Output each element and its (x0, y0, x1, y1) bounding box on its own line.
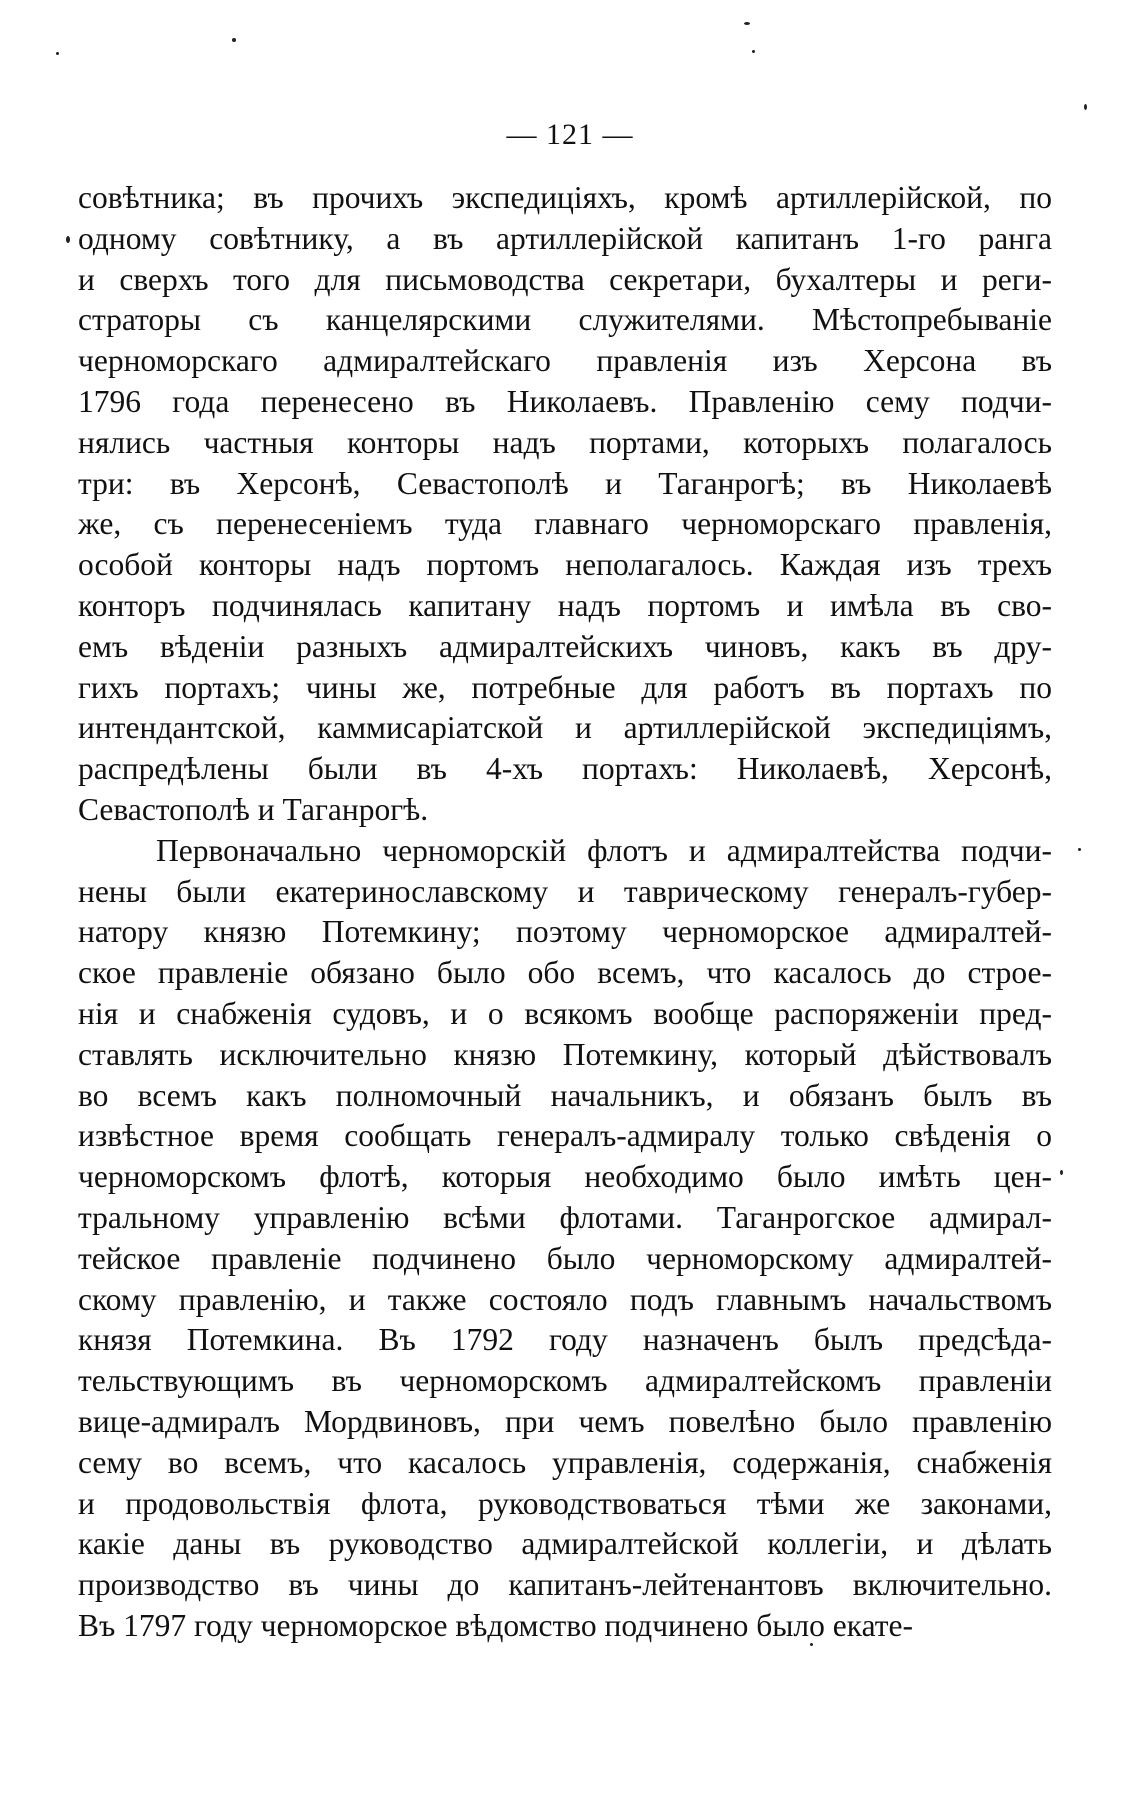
text-line: три: въ Херсонѣ, Севастополѣ и Таганрогѣ; въ Николаевѣ (78, 465, 1052, 501)
text-line: тральному управленію всѣми флотами. Таганрогское адмирал- (78, 1199, 1052, 1235)
text-line: Севастополѣ и Таганрогѣ. (78, 791, 429, 827)
text-line: натору князю Потемкину; поэтому черноморское адмиралтей- (78, 914, 1052, 950)
scan-speck (744, 22, 750, 25)
text-line: совѣтника; въ прочихъ экспедиціяхъ, кромѣ артиллерійской, по (78, 180, 1052, 215)
text-line: емъ вѣденіи разныхъ адмиралтейскихъ чиновъ, какъ въ дру- (78, 628, 1052, 664)
text-line: 1796 года перенесено въ Николаевъ. Правленію сему подчи- (78, 383, 1052, 419)
scan-speck (1060, 1170, 1063, 1175)
scan-speck (232, 38, 236, 42)
text-line: одному совѣтнику, а въ артиллерійской капитанъ 1-го ранга (78, 220, 1052, 256)
text-line: скому правленію, и также состояло подъ главнымъ начальствомъ (78, 1281, 1052, 1317)
text-line: сему во всемъ, что касалось управленія, содержанія, снабженія (78, 1444, 1052, 1480)
text-line: ское правленіе обязано было обо всемъ, что касалось до строе- (78, 955, 1052, 991)
text-line: гихъ портахъ; чины же, потребные для работъ въ портахъ по (78, 669, 1052, 705)
scan-speck (66, 236, 70, 243)
scan-speck (56, 52, 59, 55)
text-line: нія и снабженія судовъ, и о всякомъ вообще распоряженіи пред- (78, 995, 1052, 1031)
text-line: тельствующимъ въ черноморскомъ адмиралтейскомъ правленіи (78, 1363, 1052, 1399)
text-line: во всемъ какъ полномочный начальникъ, и обязанъ былъ въ (78, 1077, 1052, 1113)
text-line: Первоначально черноморскій флотъ и адмиралтейства подчи- (156, 832, 1052, 868)
text-line: какіе даны въ руководство адмиралтейской коллегіи, и дѣлать (78, 1526, 1052, 1562)
text-line: извѣстное время сообщать генералъ-адмиралу только свѣденія о (78, 1118, 1052, 1154)
text-line: особой конторы надъ портомъ неполагалось. Каждая изъ трехъ (78, 547, 1052, 583)
text-line: и сверхъ того для письмоводства секретари, бухалтеры и реги- (78, 261, 1052, 297)
text-line: же, съ перенесеніемъ туда главнаго черноморскаго правленія, (78, 506, 1052, 542)
text-line: Въ 1797 году черноморское вѣдомство подчинено было екате- (78, 1607, 913, 1643)
text-line: конторъ подчинялась капитану надъ портомъ и имѣла въ сво- (78, 587, 1052, 623)
text-line: нены были екатеринославскому и таврическому генералъ-губер- (78, 873, 1052, 909)
scan-speck (810, 1643, 813, 1646)
text-line: интендантской, каммисаріатской и артиллерійской экспедиціямъ, (78, 710, 1052, 746)
text-line: черноморскомъ флотѣ, которыя необходимо было имѣть цен- (78, 1159, 1052, 1195)
text-line: черноморскаго адмиралтейскаго правленія изъ Херсона въ (78, 343, 1052, 379)
text-line: нялись частныя конторы надъ портами, которыхъ полагалось (78, 424, 1052, 460)
body-text (78, 178, 1052, 1647)
paragraph-1 (78, 178, 1052, 831)
text-line: князя Потемкина. Въ 1792 году назначенъ былъ предсѣда- (78, 1322, 1052, 1358)
scan-speck (1084, 104, 1087, 110)
text-line: страторы съ канцелярскими служителями. Мѣстопребываніе (78, 302, 1052, 338)
text-line: вице-адмиралъ Мордвиновъ, при чемъ повелѣно было правленію (78, 1403, 1052, 1439)
text-line: тейское правленіе подчинено было черноморскому адмиралтей- (78, 1240, 1052, 1276)
paragraph-2 (78, 831, 1052, 1647)
scan-speck (1078, 848, 1081, 851)
text-line: и продовольствія флота, руководствоваться тѣми же законами, (78, 1485, 1052, 1521)
text-line: ставлять исключительно князю Потемкину, который дѣйствовалъ (78, 1036, 1052, 1072)
text-line: распредѣлены были въ 4-хъ портахъ: Николаевѣ, Херсонѣ, (78, 751, 1052, 787)
text-line: производство въ чины до капитанъ-лейтенантовъ включительно. (78, 1567, 1052, 1603)
scan-speck (752, 50, 755, 53)
page-number: — 121 — (506, 118, 634, 151)
